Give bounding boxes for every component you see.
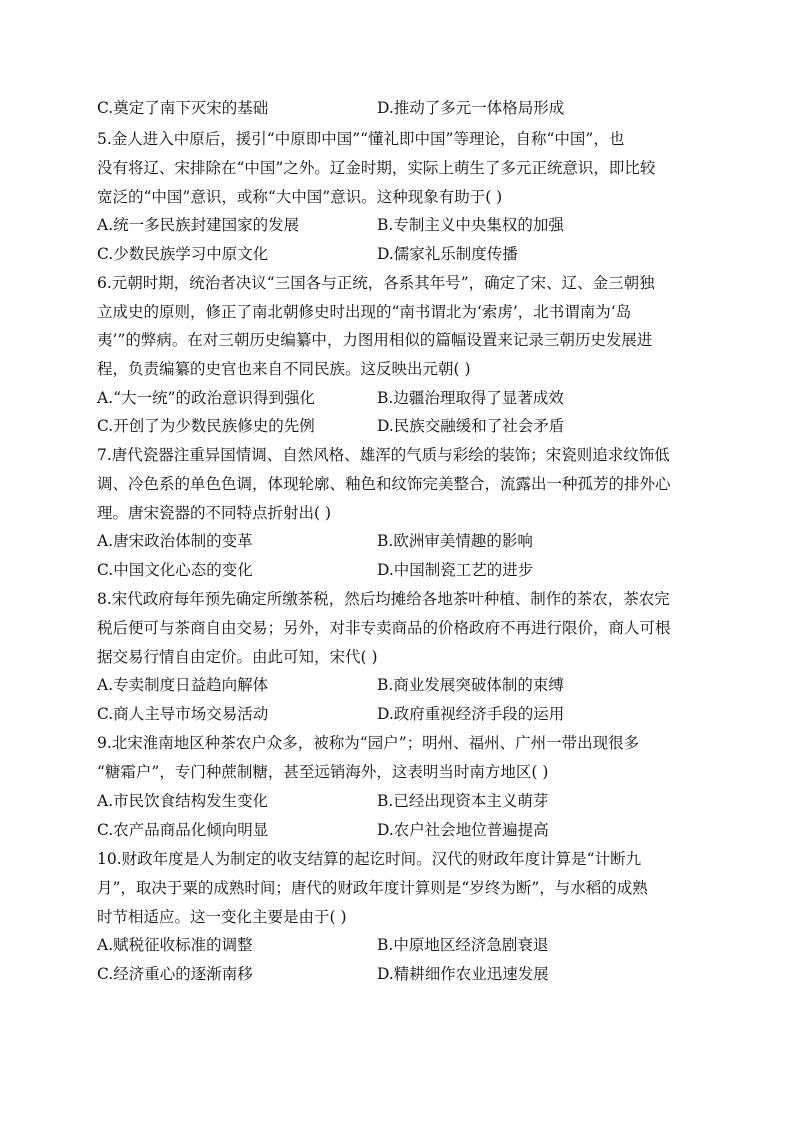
q9-option-c: C.农产品商品化倾向明显 [97,821,269,839]
q7-option-c: C.中国文化心态的变化 [97,561,253,579]
q6-stem-line-4: 程，负责编纂的史官也来自不同民族。这反映出元朝( ) [97,360,471,378]
q8-option-a: A.专卖制度日益趋向解体 [97,676,269,694]
q6-option-a: A.“大一统”的政治意识得到强化 [97,389,315,407]
q10-stem-line-1: 10.财政年度是人为制定的收支结算的起讫时间。汉代的财政年度计算是“计断九 [97,850,642,868]
q9-option-b: B.已经出现资本主义萌芽 [377,792,549,810]
q9-option-a: A.市民饮食结构发生变化 [97,792,269,810]
q5-option-c: C.少数民族学习中原文化 [97,245,269,263]
q8-option-c: C.商人主导市场交易活动 [97,705,269,723]
q5-stem-line-1: 5.金人进入中原后，援引“中原即中国”“懂礼即中国”等理论，自称“中国”，也 [97,130,625,148]
q5-stem-line-2: 没有将辽、宋排除在“中国”之外。辽金时期，实际上萌生了多元正统意识，即比较 [97,159,656,177]
q6-stem-line-2: 立成史的原则，修正了南北朝修史时出现的“南书谓北为‘索虏’，北书谓南为‘岛 [97,303,632,321]
q6-stem-line-3: 夷’”的弊病。在对三朝历史编纂中，力图用相似的篇幅设置来记录三朝历史发展进 [97,331,653,349]
q9-stem-line-1: 9.北宋淮南地区种茶农户众多，被称为“园户”；明州、福州、广州一带出现很多 [97,734,640,752]
q4-option-d: D.推动了多元一体格局形成 [377,99,565,117]
q7-option-d: D.中国制瓷工艺的进步 [377,561,534,579]
q5-option-d: D.儒家礼乐制度传播 [377,245,518,263]
q10-option-a: A.赋税征收标准的调整 [97,936,253,954]
q8-stem-line-1: 8.宋代政府每年预先确定所缴茶税，然后均摊给各地茶叶种植、制作的茶农，茶农完 [97,590,670,608]
q7-stem-line-1: 7.唐代瓷器注重异国情调、自然风格、雄浑的气质与彩绘的装饰；宋瓷则追求纹饰低 [97,446,670,464]
q8-option-b: B.商业发展突破体制的束缚 [377,676,564,694]
q7-stem-line-3: 理。唐宋瓷器的不同特点折射出( ) [97,504,332,522]
q10-stem-line-3: 时节相适应。这一变化主要是由于( ) [97,908,347,926]
q5-option-a: A.统一多民族封建国家的发展 [97,216,300,234]
q10-option-d: D.精耕细作农业迅速发展 [377,965,549,983]
q9-option-d: D.农户社会地位普遍提高 [377,821,549,839]
q4-option-c: C.奠定了南下灭宋的基础 [97,99,269,117]
q6-stem-line-1: 6.元朝时期，统治者决议“三国各与正统，各系其年号”，确定了宋、辽、金三朝独 [97,274,655,292]
q10-stem-line-2: 月”，取决于粟的成熟时间；唐代的财政年度计算则是“岁终为断”，与水稻的成熟 [97,879,648,897]
q6-option-c: C.开创了为少数民族修史的先例 [97,417,315,435]
q5-stem-line-3: 宽泛的“中国”意识，或称“大中国”意识。这种现象有助于( ) [97,188,503,206]
q10-option-b: B.中原地区经济急剧衰退 [377,936,549,954]
q7-option-a: A.唐宋政治体制的变革 [97,532,253,550]
q5-option-b: B.专制主义中央集权的加强 [377,216,564,234]
q8-option-d: D.政府重视经济手段的运用 [377,705,565,723]
q10-option-c: C.经济重心的逐渐南移 [97,965,253,983]
q8-stem-line-3: 据交易行情自由定价。由此可知，宋代( ) [97,648,378,666]
q7-stem-line-2: 调、冷色系的单色色调，体现轮廓、釉色和纹饰完美整合，流露出一种孤芳的排外心 [97,475,671,493]
q8-stem-line-2: 税后便可与茶商自由交易；另外，对非专卖商品的价格政府不再进行限价，商人可根 [97,619,671,637]
q6-option-b: B.边疆治理取得了显著成效 [377,389,564,407]
q9-stem-line-2: “糖霜户”，专门种蔗制糖，甚至远销海外，这表明当时南方地区( ) [97,763,549,781]
q6-option-d: D.民族交融缓和了社会矛盾 [377,417,565,435]
q7-option-b: B.欧洲审美情趣的影响 [377,532,533,550]
